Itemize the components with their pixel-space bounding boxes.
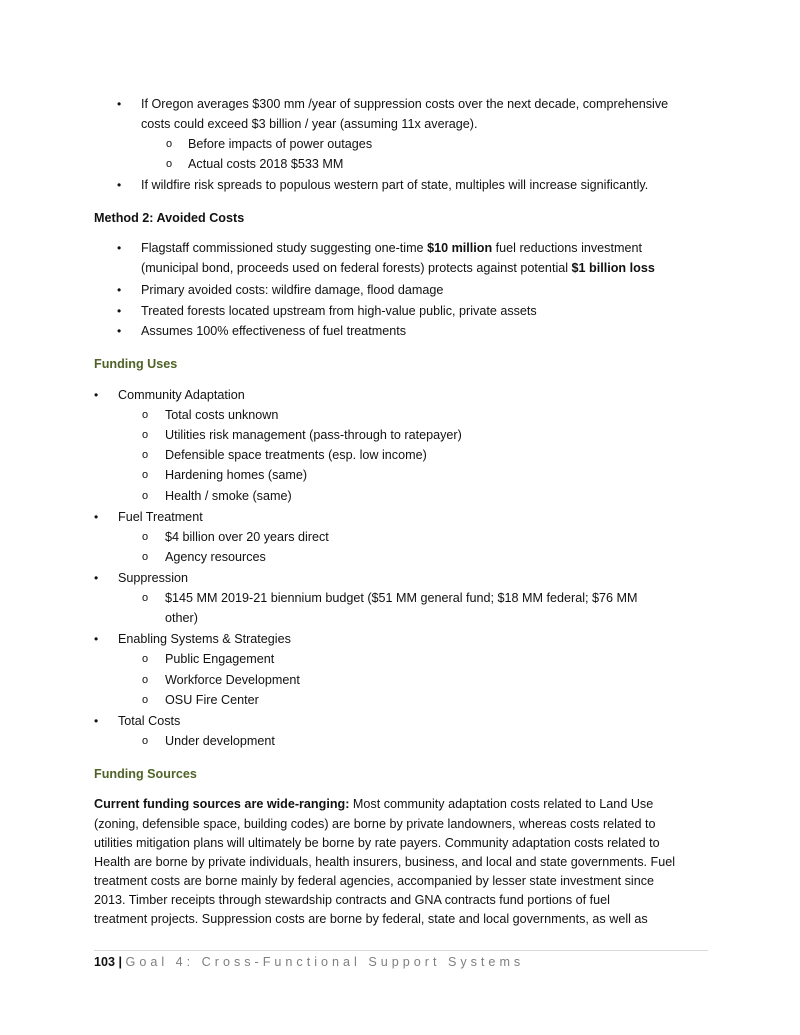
sub-bullet-circle: o	[142, 409, 149, 421]
funding-sources-paragraph-line-2: (zoning, defensible space, building codes) are borne by private landowners, whereas costs related to	[94, 817, 656, 831]
community-adaptation: Community Adaptation	[118, 388, 245, 402]
page-number: 103	[94, 955, 116, 969]
bullet-dot: •	[94, 510, 99, 524]
funding-sources-paragraph-line-4: Health are borne by private individuals, health insurers, business, and local and state governments. Fuel	[94, 855, 676, 869]
billion-loss-amount: $1 billion loss	[571, 261, 655, 275]
suppression-budget-line-1: $145 MM 2019-21 biennium budget ($51 MM general fund; $18 MM federal; $76 MM	[165, 591, 638, 605]
funding-sources-heading: Funding Sources	[94, 767, 197, 781]
footer-divider	[94, 950, 708, 951]
suppression-cost-line-2: costs could exceed $3 billion / year (assuming 11x average).	[141, 117, 478, 131]
sub-bullet-circle: o	[142, 429, 149, 441]
funding-sources-paragraph-line-1: Current funding sources are wide-ranging: Most community adaptation costs related to Land Use	[94, 797, 654, 811]
flagstaff-line-1: Flagstaff commissioned study suggesting one-time $10 million fuel reductions investment	[141, 241, 642, 255]
sub-bullet-circle: o	[142, 674, 149, 686]
bullet-dot: •	[117, 324, 122, 338]
bullet-dot: •	[94, 388, 99, 402]
sub-bullet-circle: o	[142, 653, 149, 665]
bullet-dot: •	[117, 97, 122, 111]
bullet-dot: •	[94, 571, 99, 585]
method-2-heading: Method 2: Avoided Costs	[94, 211, 245, 225]
flagstaff-line-2: (municipal bond, proceeds used on federal forests) protects against potential $1 billion loss	[141, 261, 655, 275]
enabling-item: Workforce Development	[165, 673, 300, 687]
enabling-item: OSU Fire Center	[165, 693, 259, 707]
suppression-cost-line-1: If Oregon averages $300 mm /year of suppression costs over the next decade, comprehensive	[141, 97, 669, 111]
bullet-dot: •	[117, 304, 122, 318]
bullet-dot: •	[94, 714, 99, 728]
sub-bullet-circle: o	[142, 592, 149, 604]
funding-sources-lead: Current funding sources are wide-ranging:	[94, 797, 350, 811]
suppression: Suppression	[118, 571, 189, 585]
sub-bullet-circle: o	[166, 158, 173, 170]
fuel-item: $4 billion over 20 years direct	[165, 530, 329, 544]
sub-bullet-circle: o	[142, 531, 149, 543]
funding-uses-heading: Funding Uses	[94, 357, 178, 371]
funding-sources-paragraph-line-6: 2013. Timber receipts through stewardship contracts and GNA contracts fund portions of fuel	[94, 893, 610, 907]
bullet-dot: •	[94, 632, 99, 646]
sub-item-power-outages: Before impacts of power outages	[188, 137, 373, 151]
fuel-item: Agency resources	[165, 550, 266, 564]
fuel-treatment: Fuel Treatment	[118, 510, 203, 524]
funding-sources-paragraph-line-5: treatment costs are borne mainly by federal agencies, accompanied by lesser state investment since	[94, 874, 655, 888]
enabling-item: Public Engagement	[165, 652, 275, 666]
bullet-dot: •	[117, 283, 122, 297]
funding-sources-paragraph-line-7: treatment projects. Suppression costs are borne by federal, state and local governments, as well as	[94, 912, 648, 926]
wildfire-risk-line: If wildfire risk spreads to populous western part of state, multiples will increase significantly.	[141, 178, 649, 192]
sub-bullet-circle: o	[142, 694, 149, 706]
community-item: Utilities risk management (pass-through to ratepayer)	[165, 428, 462, 442]
total-costs: Total Costs	[118, 714, 181, 728]
sub-bullet-circle: o	[142, 449, 149, 461]
enabling-systems: Enabling Systems & Strategies	[118, 632, 291, 646]
page-footer	[94, 954, 524, 970]
sub-bullet-circle: o	[142, 490, 149, 502]
community-item: Defensible space treatments (esp. low income)	[165, 448, 427, 462]
bullet-dot: •	[117, 178, 122, 192]
sub-bullet-circle: o	[166, 138, 173, 150]
treated-forests: Treated forests located upstream from high-value public, private assets	[141, 304, 537, 318]
suppression-budget-line-2: other)	[165, 611, 198, 625]
sub-bullet-circle: o	[142, 551, 149, 563]
sub-bullet-circle: o	[142, 735, 149, 747]
bullet-dot: •	[117, 241, 122, 255]
funding-sources-paragraph-line-3: utilities mitigation plans will ultimately be borne by rate payers. Community adaptation costs related to	[94, 836, 660, 850]
total-item: Under development	[165, 734, 275, 748]
ten-million-amount: $10 million	[427, 241, 493, 255]
community-item: Health / smoke (same)	[165, 489, 292, 503]
fuel-treatment-effectiveness: Assumes 100% effectiveness of fuel treatments	[141, 324, 407, 338]
sub-item-actual-costs: Actual costs 2018 $533 MM	[188, 157, 344, 171]
community-item: Hardening homes (same)	[165, 468, 308, 482]
primary-avoided-costs: Primary avoided costs: wildfire damage, flood damage	[141, 283, 444, 297]
footer-separator: |	[118, 955, 123, 969]
sub-bullet-circle: o	[142, 469, 149, 481]
footer-section-title: Goal 4: Cross-Functional Support Systems	[125, 955, 525, 969]
community-item: Total costs unknown	[165, 408, 279, 422]
